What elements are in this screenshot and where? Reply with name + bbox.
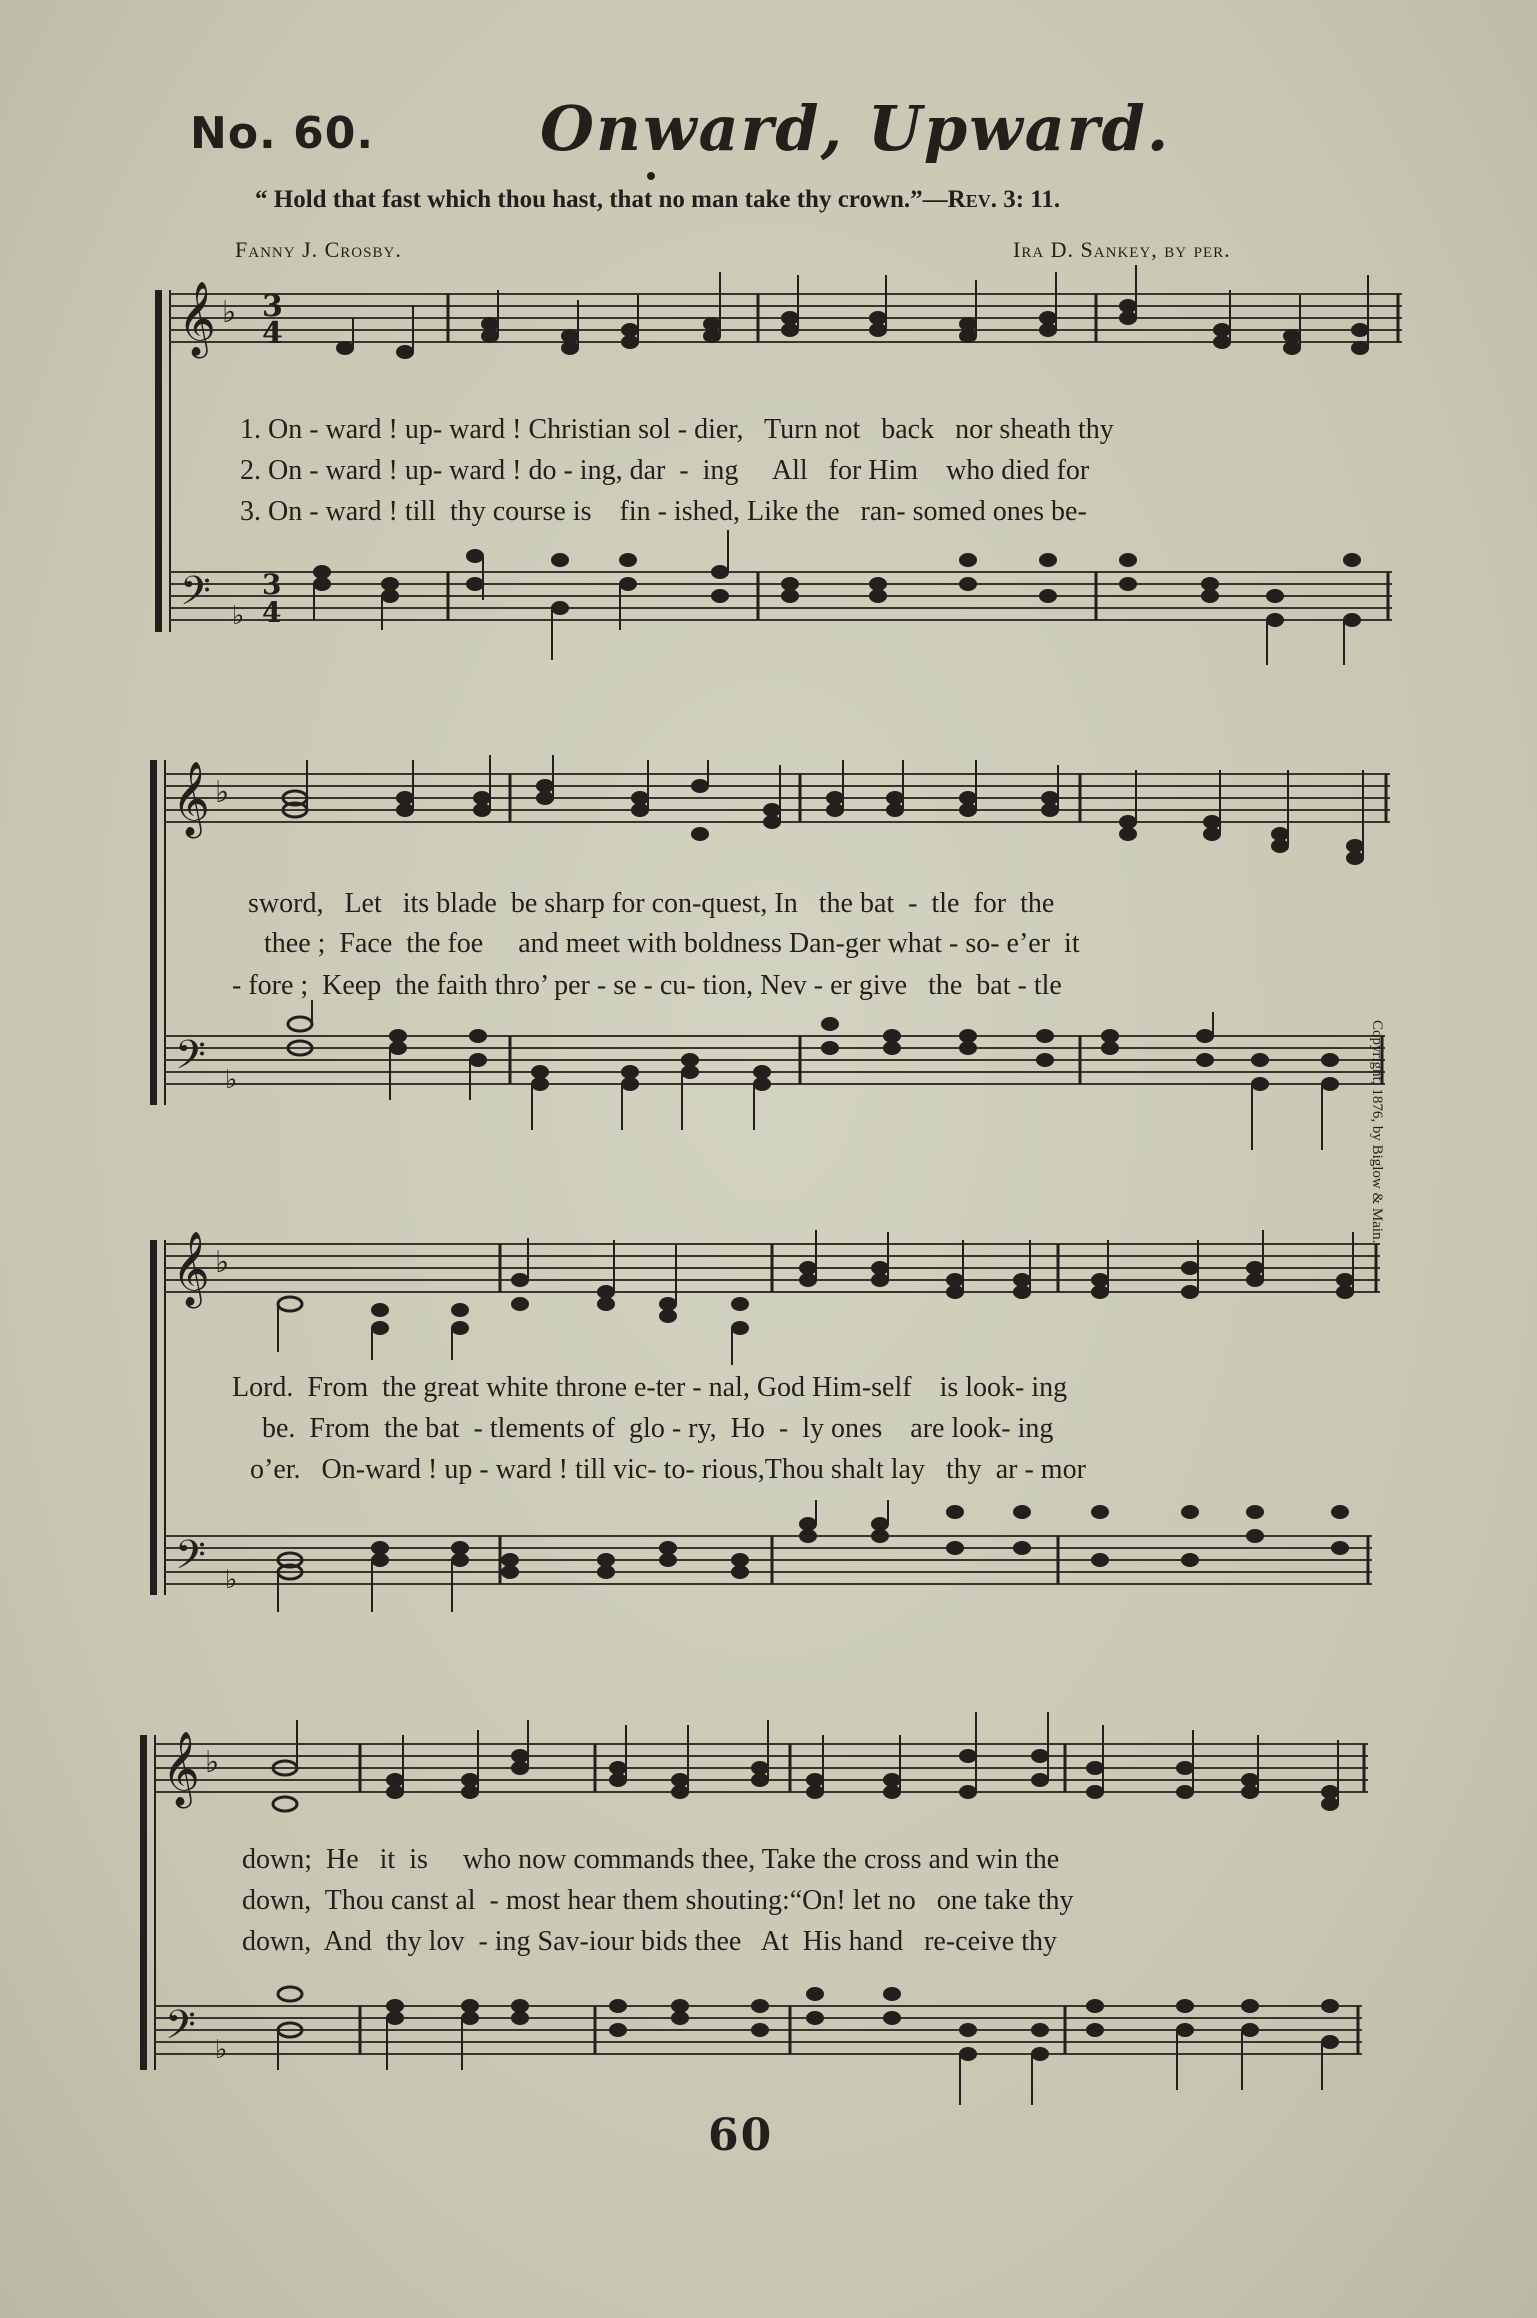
flat-icon: ♭: [215, 775, 230, 810]
bass-clef-icon: 𝄢: [175, 1032, 206, 1088]
treble-clef-icon: 𝄞: [178, 282, 216, 356]
epigraph-text: “ Hold that fast which thou hast, that no man take thy crown.”—: [255, 186, 948, 213]
treble-notes: [273, 1712, 1338, 1811]
time-signature-bottom: 4: [262, 316, 283, 351]
bass-flat-icon: ♭: [225, 1565, 238, 1595]
bass-clef-icon: 𝄢: [175, 1532, 206, 1588]
bass-flat-icon: ♭: [215, 2035, 228, 2065]
page-number: 60: [708, 2110, 774, 2161]
bass-clef-icon: 𝄢: [165, 2002, 196, 2058]
composer-credit: Ira D. Sankey, by per.: [1013, 237, 1231, 262]
flat-icon: ♭: [215, 1245, 230, 1280]
lyric-line: be. From the bat - tlements of glo - ry, Ho - ly ones are look- ing: [262, 1413, 1054, 1444]
bass-clef-icon: 𝄢: [180, 568, 211, 624]
lyric-line: sword, Let its blade be sharp for con-quest, In the bat - tle for the: [248, 888, 1055, 919]
system-brace: [155, 290, 170, 632]
lyric-line: down; He it is who now commands thee, Take the cross and win the: [242, 1844, 1060, 1875]
epigraph-reference: Rev. 3: 11.: [947, 186, 1061, 213]
hymn-number: No. 60.: [190, 108, 375, 159]
system-brace: [140, 1735, 155, 2070]
bass-notes: [314, 530, 1360, 665]
hymn-title: Onward, Upward.: [540, 92, 1171, 165]
copyright-notice: Copyright, 1876, by Biglow & Main.: [1369, 1020, 1385, 1244]
lyricist-credit: Fanny J. Crosby.: [235, 237, 402, 262]
treble-clef-icon: 𝄞: [162, 1732, 200, 1806]
bass-notes: [288, 1000, 1338, 1150]
treble-clef-icon: 𝄞: [172, 762, 210, 836]
ornament-dot: [647, 172, 655, 180]
treble-notes: [337, 265, 1368, 358]
bass-time-signature-top: 3: [262, 568, 282, 601]
bass-time-signature-bottom: 4: [262, 596, 282, 629]
system-brace: [150, 760, 165, 1105]
flat-icon: ♭: [205, 1745, 220, 1780]
lyric-line: o’er. On-ward ! up - ward ! till vic- to- rious,Thou shalt lay thy ar - mor: [250, 1454, 1086, 1485]
bass-notes: [278, 1987, 1338, 2105]
lyric-line: down, Thou canst al - most hear them shouting:“On! let no one take thy: [242, 1885, 1074, 1916]
flat-icon: ♭: [222, 295, 237, 330]
treble-notes: [278, 1230, 1353, 1365]
lyric-line: 2. On - ward ! up- ward ! do - ing, dar - ing All for Him who died for: [240, 455, 1090, 486]
lyric-line: Lord. From the great white throne e-ter - nal, God Him-self is look- ing: [232, 1372, 1068, 1403]
lyric-line: - fore ; Keep the faith thro’ per - se - cu- tion, Nev - er give the bat - tle: [232, 970, 1062, 1001]
lyric-line: 3. On - ward ! till thy course is fin - ished, Like the ran- somed ones be-: [240, 496, 1087, 527]
lyric-line: 1. On - ward ! up- ward ! Christian sol - dier, Turn not back nor sheath thy: [240, 414, 1114, 445]
treble-clef-icon: 𝄞: [172, 1232, 210, 1306]
system-brace: [150, 1240, 165, 1595]
time-signature-top: 3: [262, 289, 283, 324]
scripture-epigraph: [255, 186, 1060, 214]
bass-flat-icon: ♭: [232, 601, 245, 631]
bass-flat-icon: ♭: [225, 1065, 238, 1095]
lyric-line: down, And thy lov - ing Sav-iour bids thee At His hand re-ceive thy: [242, 1926, 1057, 1957]
bass-notes: [278, 1500, 1348, 1612]
lyric-line: thee ; Face the foe and meet with boldness Dan-ger what - so- e’er it: [264, 928, 1080, 959]
